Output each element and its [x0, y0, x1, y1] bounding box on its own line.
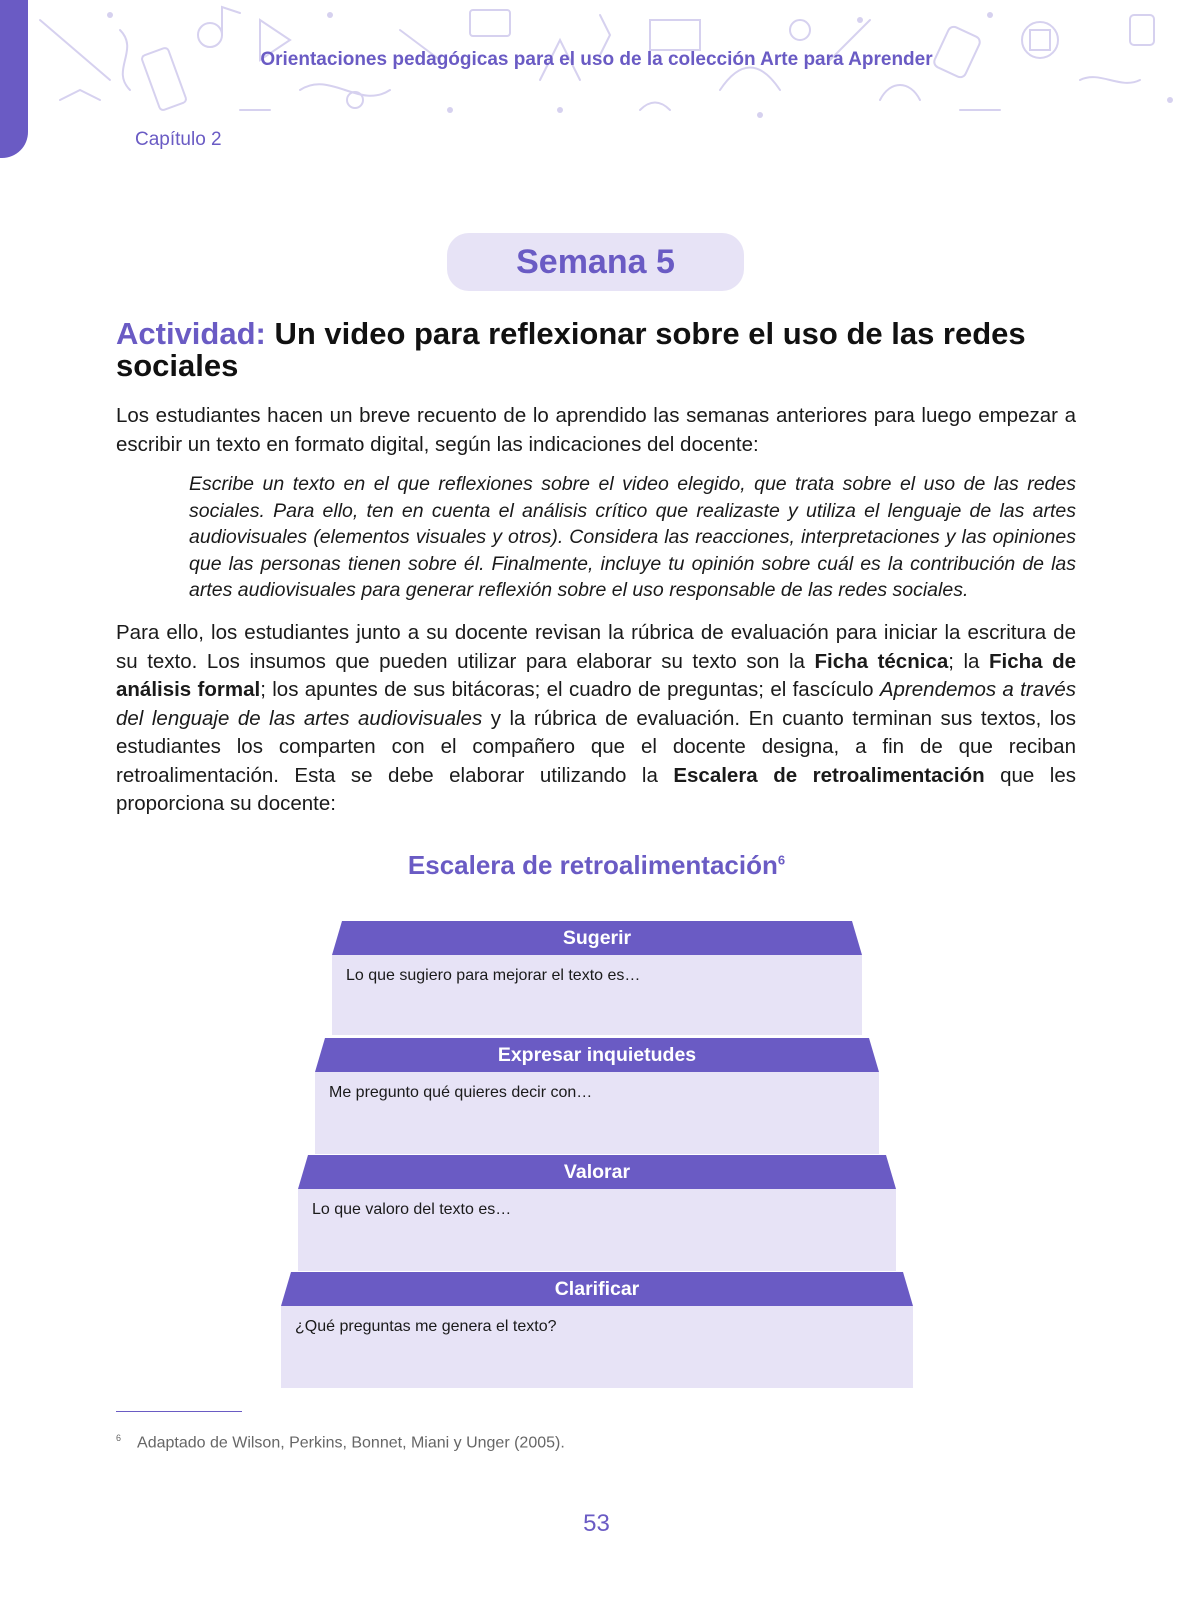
- body-bold-ficha-tecnica: Ficha técnica: [814, 649, 949, 673]
- body-text-4: y la rúbrica de evaluación. En cuanto terminan sus textos, los estudiantes los comparten con el compañero que el docente designa, a fin de que reciban retroalimentación. Esta se debe elaborar utilizando la: [116, 706, 1076, 787]
- body-text-1: Para ello, los estudiantes junto a su docente revisan la rúbrica de evaluación para iniciar la escritura de su texto. Los insumos que pueden utilizar para elaborar su texto son la: [116, 621, 1076, 673]
- step-box: [281, 1306, 913, 1388]
- header-title: Orientaciones pedagógicas para el uso de la colección Arte para Aprender: [260, 49, 933, 70]
- activity-title: [116, 318, 1076, 382]
- body-text-5: que les proporciona su docente:: [116, 763, 1076, 815]
- body-bold-escalera: Escalera de retroalimentación: [673, 763, 985, 787]
- intro-paragraph: Los estudiantes hacen un breve recuento de lo aprendido las semanas anteriores para luego empezar a escribir un texto en formato digital, según las indicaciones del docente:: [116, 404, 1076, 456]
- page-number: 53: [583, 1510, 610, 1537]
- chapter-label: Capítulo 2: [135, 129, 222, 150]
- ladder-step-expresar-inquietudes: [315, 1038, 879, 1154]
- step-box: [298, 1189, 896, 1271]
- ladder-footnote-ref: 6: [777, 852, 786, 868]
- step-box: [332, 955, 862, 1035]
- ladder-title-text: Escalera de retroalimentación: [407, 850, 778, 880]
- body-paragraph: [116, 619, 1076, 819]
- step-label: Clarificar: [554, 1278, 640, 1300]
- step-text: ¿Qué preguntas me genera el texto?: [295, 1318, 557, 1335]
- footnote-divider: [116, 1411, 242, 1412]
- step-label: Expresar inquietudes: [497, 1044, 697, 1066]
- footnote-mark: 6: [116, 1433, 122, 1443]
- activity-title-text: Un video para reflexionar sobre el uso de las redes sociales: [116, 316, 1026, 383]
- step-text: Me pregunto qué quieres decir con…: [329, 1084, 593, 1101]
- ladder-step-clarificar: [281, 1272, 913, 1388]
- chapter-tab-marker: [0, 0, 28, 158]
- ladder-step-valorar: [298, 1155, 896, 1271]
- step-box: [315, 1072, 879, 1154]
- ladder-title: [0, 850, 1193, 881]
- footnote: [116, 1433, 565, 1452]
- ladder-step-sugerir: [332, 921, 862, 1035]
- week-badge: Semana 5: [447, 233, 744, 291]
- footnote-text: Adaptado de Wilson, Perkins, Bonnet, Miani y Unger (2005).: [137, 1434, 565, 1452]
- body-italic-fasciculo: Aprendemos a través del lenguaje de las artes audiovisuales: [116, 678, 1076, 730]
- step-text: Lo que sugiero para mejorar el texto es…: [346, 967, 641, 984]
- activity-label: Actividad:: [116, 316, 266, 351]
- body-bold-ficha-analisis: Ficha de análisis formal: [116, 649, 1076, 701]
- step-label: Sugerir: [562, 927, 632, 949]
- step-label: Valorar: [563, 1161, 631, 1183]
- body-text-2: ; la: [948, 649, 989, 673]
- instruction-quote: Escribe un texto en el que reflexiones sobre el video elegido, que trata sobre el uso de las redes sociales. Para ello, ten en cuenta el análisis crítico que realizaste y utiliza el lenguaje de las artes audiovisuales (elementos visuales y otros). Considera las reacciones, interpretaciones y las opiniones que las personas tienen sobre él. Finalmente, incluye tu opinión sobre cuál es la contribución de las artes audiovisuales para generar reflexión sobre el uso responsable de las redes sociales.: [189, 473, 1076, 602]
- body-text-3: ; los apuntes de sus bitácoras; el cuadro de preguntas; el fascículo: [260, 678, 880, 701]
- step-text: Lo que valoro del texto es…: [312, 1201, 512, 1218]
